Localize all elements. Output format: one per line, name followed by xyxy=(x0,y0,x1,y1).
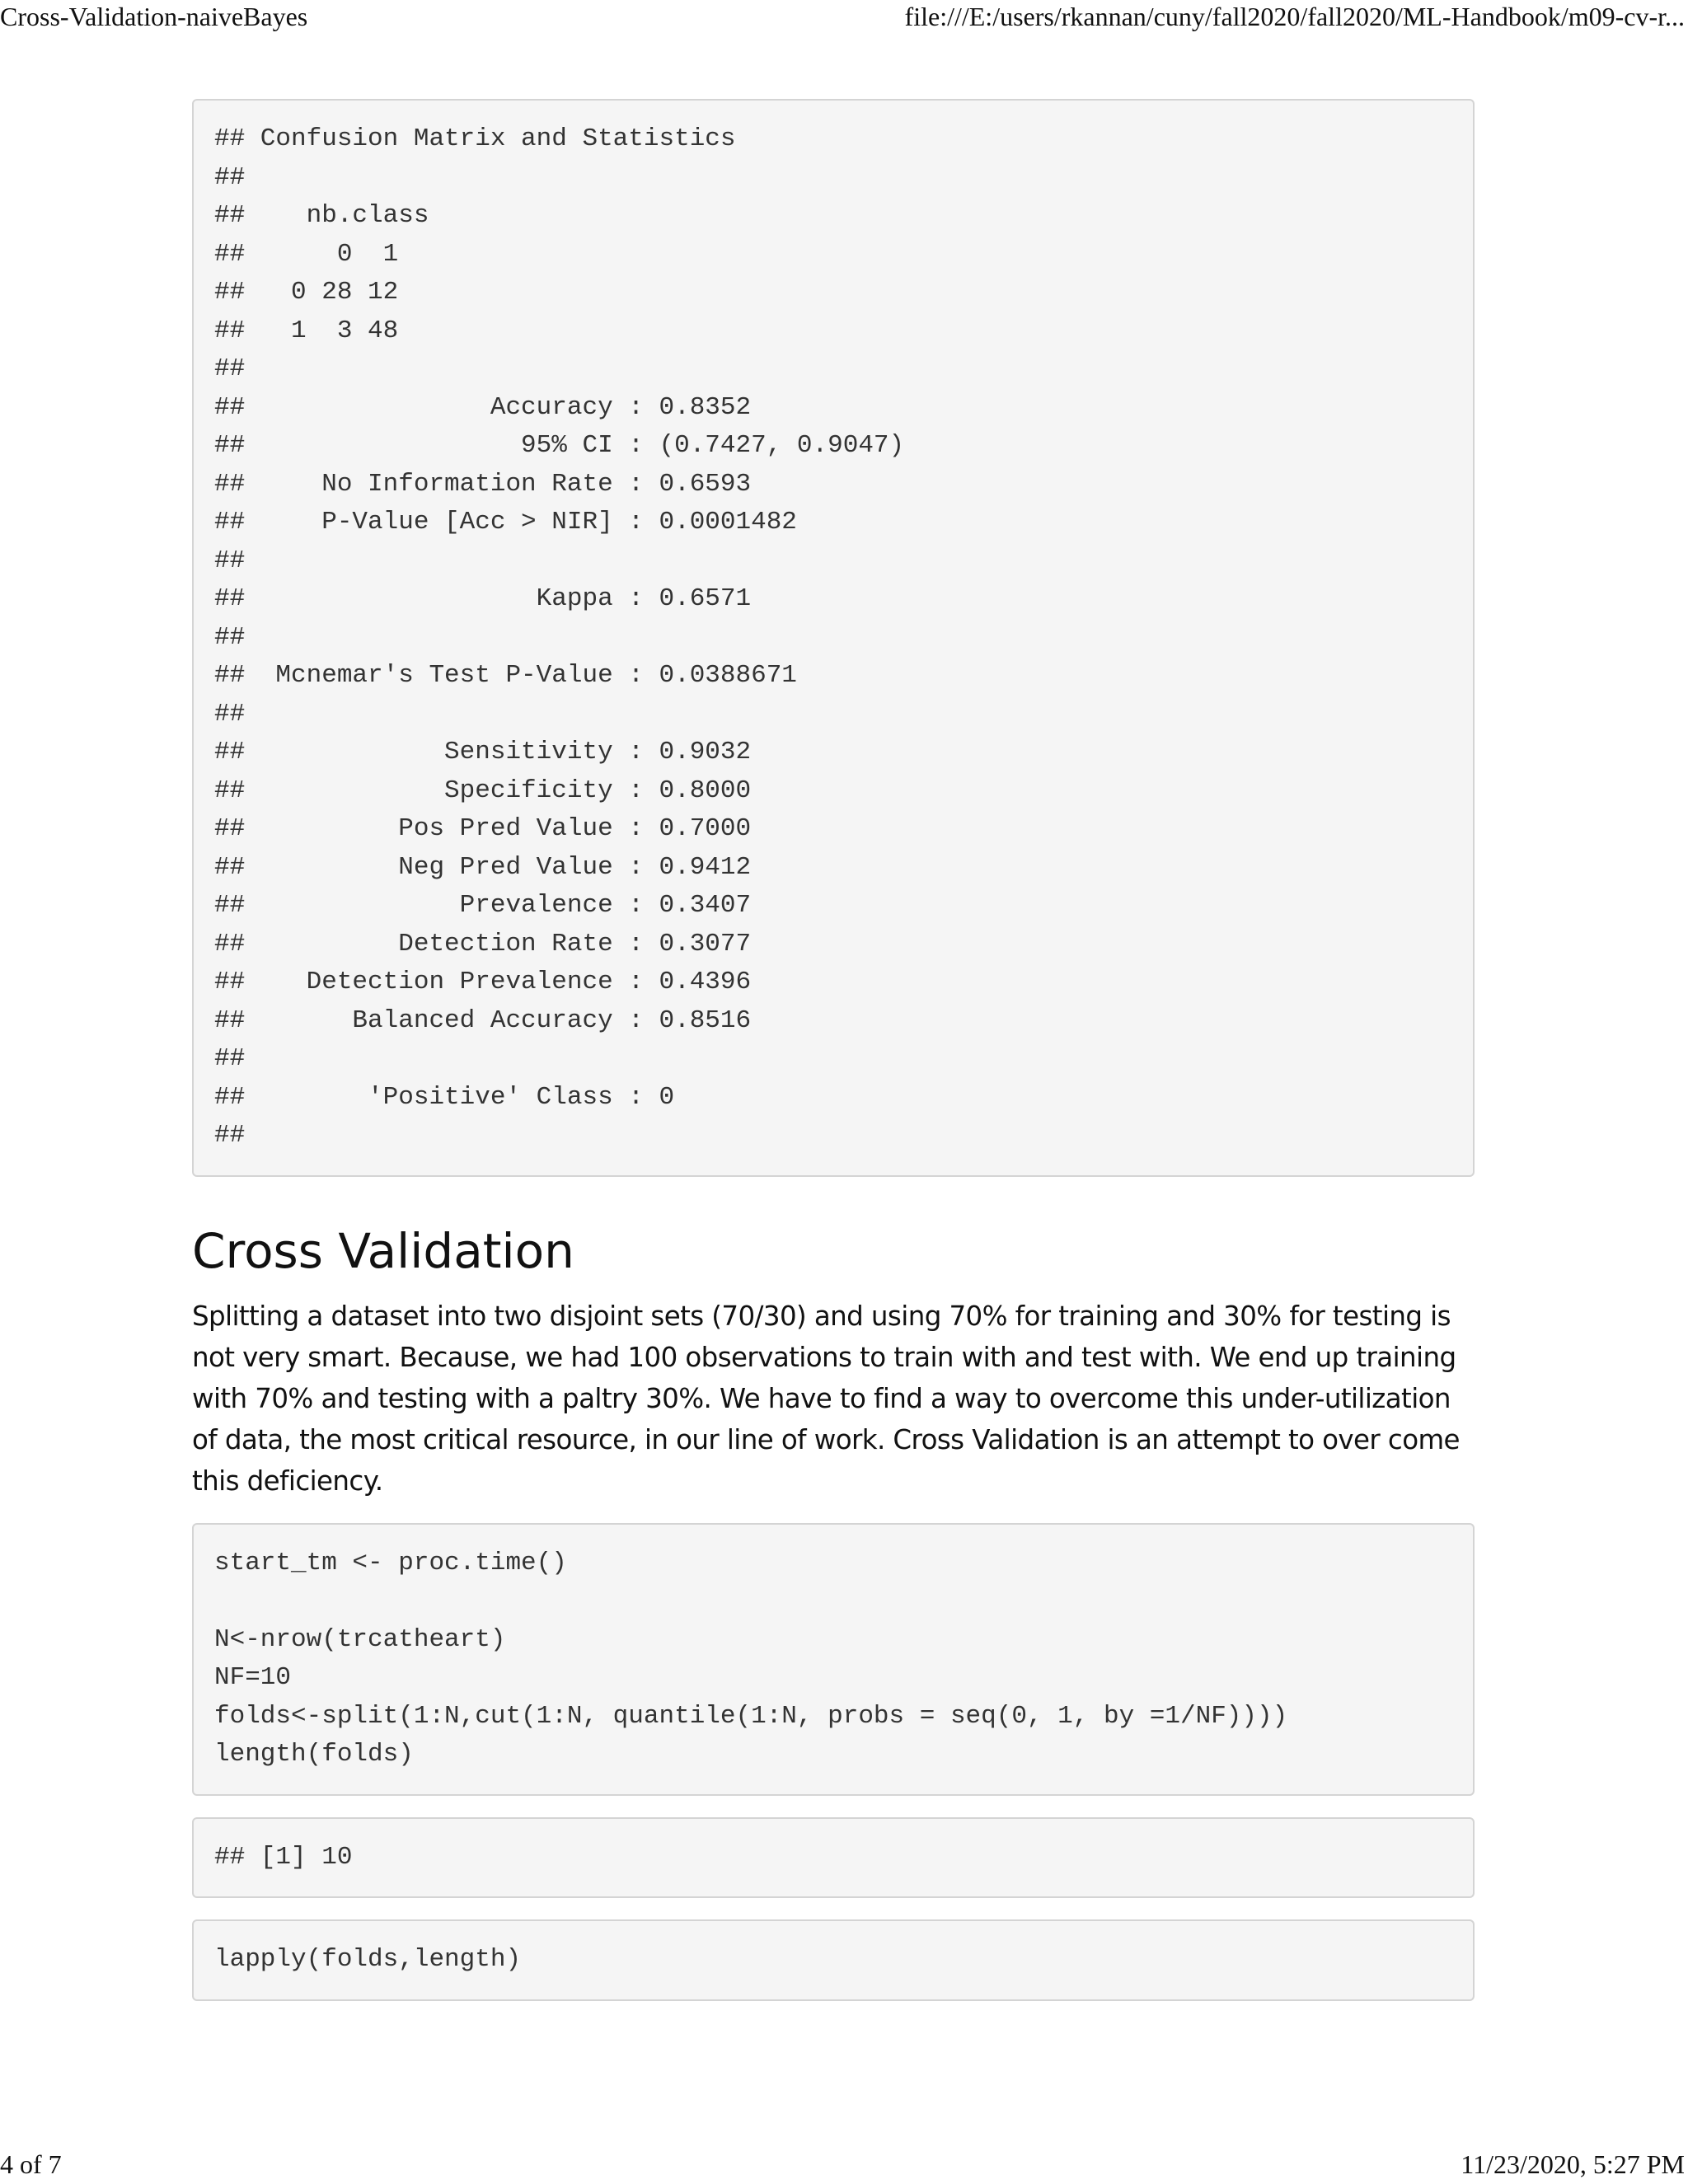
print-footer xyxy=(0,2148,1688,2184)
section-title: Cross Validation xyxy=(192,1222,574,1279)
code-line: ## xyxy=(214,1044,246,1073)
print-header-title: Cross-Validation-naiveBayes xyxy=(0,2,308,31)
code-line: ## Specificity : 0.8000 xyxy=(214,776,752,805)
code-line: ## xyxy=(214,546,246,575)
code-line: ## Detection Rate : 0.3077 xyxy=(214,929,752,958)
lapply-code-block xyxy=(192,1919,1475,2001)
length-output xyxy=(192,1817,1475,1899)
code-line: length(folds) xyxy=(214,1740,414,1769)
code-line: ## xyxy=(214,354,246,383)
code-line: ## Mcnemar's Test P-Value : 0.0388671 xyxy=(214,661,797,690)
code-line: ## Balanced Accuracy : 0.8516 xyxy=(214,1005,752,1035)
print-footer-datetime: 11/23/2020, 5:27 PM xyxy=(1461,2149,1685,2179)
folds-code-block xyxy=(192,1523,1475,1796)
code-line: ## Pos Pred Value : 0.7000 xyxy=(214,814,752,843)
code-line: start_tm <- proc.time() xyxy=(214,1548,567,1577)
print-header xyxy=(0,0,1688,36)
code-line: ## Prevalence : 0.3407 xyxy=(214,891,752,920)
code-line: ## xyxy=(214,622,246,652)
code-line: ## xyxy=(214,1121,246,1150)
code-line: ## Accuracy : 0.8352 xyxy=(214,392,752,422)
code-line: ## Confusion Matrix and Statistics xyxy=(214,124,736,153)
code-line: ## xyxy=(214,162,246,192)
code-line: ## Sensitivity : 0.9032 xyxy=(214,738,752,766)
code-line xyxy=(214,1582,1453,1621)
confusion-matrix-output xyxy=(192,99,1475,1177)
code-line: N<-nrow(trcatheart) xyxy=(214,1624,506,1654)
code-line: ## 0 1 xyxy=(214,239,399,269)
code-line: ## Kappa : 0.6571 xyxy=(214,584,752,613)
code-line: ## 'Positive' Class : 0 xyxy=(214,1082,675,1112)
code-line: ## 1 3 48 xyxy=(214,316,399,345)
code-line: ## P-Value [Acc > NIR] : 0.0001482 xyxy=(214,508,797,537)
section-paragraph: Splitting a dataset into two disjoint sets (70/30) and using 70% for training and 30% for testing is not very smart. Because, we had 100 observations to train with and test with. We end up training with 70% and testing with a paltry 30%. We have to find a way to overcome this under-utilization of data, the most critical resource, in our line of work. Cross Validation is an attempt to over come this deficiency. xyxy=(192,1300,1460,1497)
document-content xyxy=(192,99,1475,2001)
code-line: ## nb.class xyxy=(214,201,429,230)
code-line: ## 95% CI : (0.7427, 0.9047) xyxy=(214,431,905,460)
print-footer-page: 4 of 7 xyxy=(0,2149,62,2179)
code-line: ## 0 28 12 xyxy=(214,278,399,307)
code-line: ## Detection Prevalence : 0.4396 xyxy=(214,968,752,996)
code-line: ## Neg Pred Value : 0.9412 xyxy=(214,852,752,882)
code-line: ## No Information Rate : 0.6593 xyxy=(214,469,752,499)
code-line: ## xyxy=(214,699,246,729)
code-line: NF=10 xyxy=(214,1663,292,1692)
code-line: ## [1] 10 xyxy=(214,1842,353,1872)
code-line: folds<-split(1:N,cut(1:N, quantile(1:N, probs = seq(0, 1, by =1/NF)))) xyxy=(214,1701,1288,1731)
code-line: lapply(folds,length) xyxy=(214,1945,522,1974)
print-header-url: file:///E:/users/rkannan/cuny/fall2020/fall2020/ML-Handbook/m09-cv-r... xyxy=(904,2,1685,31)
